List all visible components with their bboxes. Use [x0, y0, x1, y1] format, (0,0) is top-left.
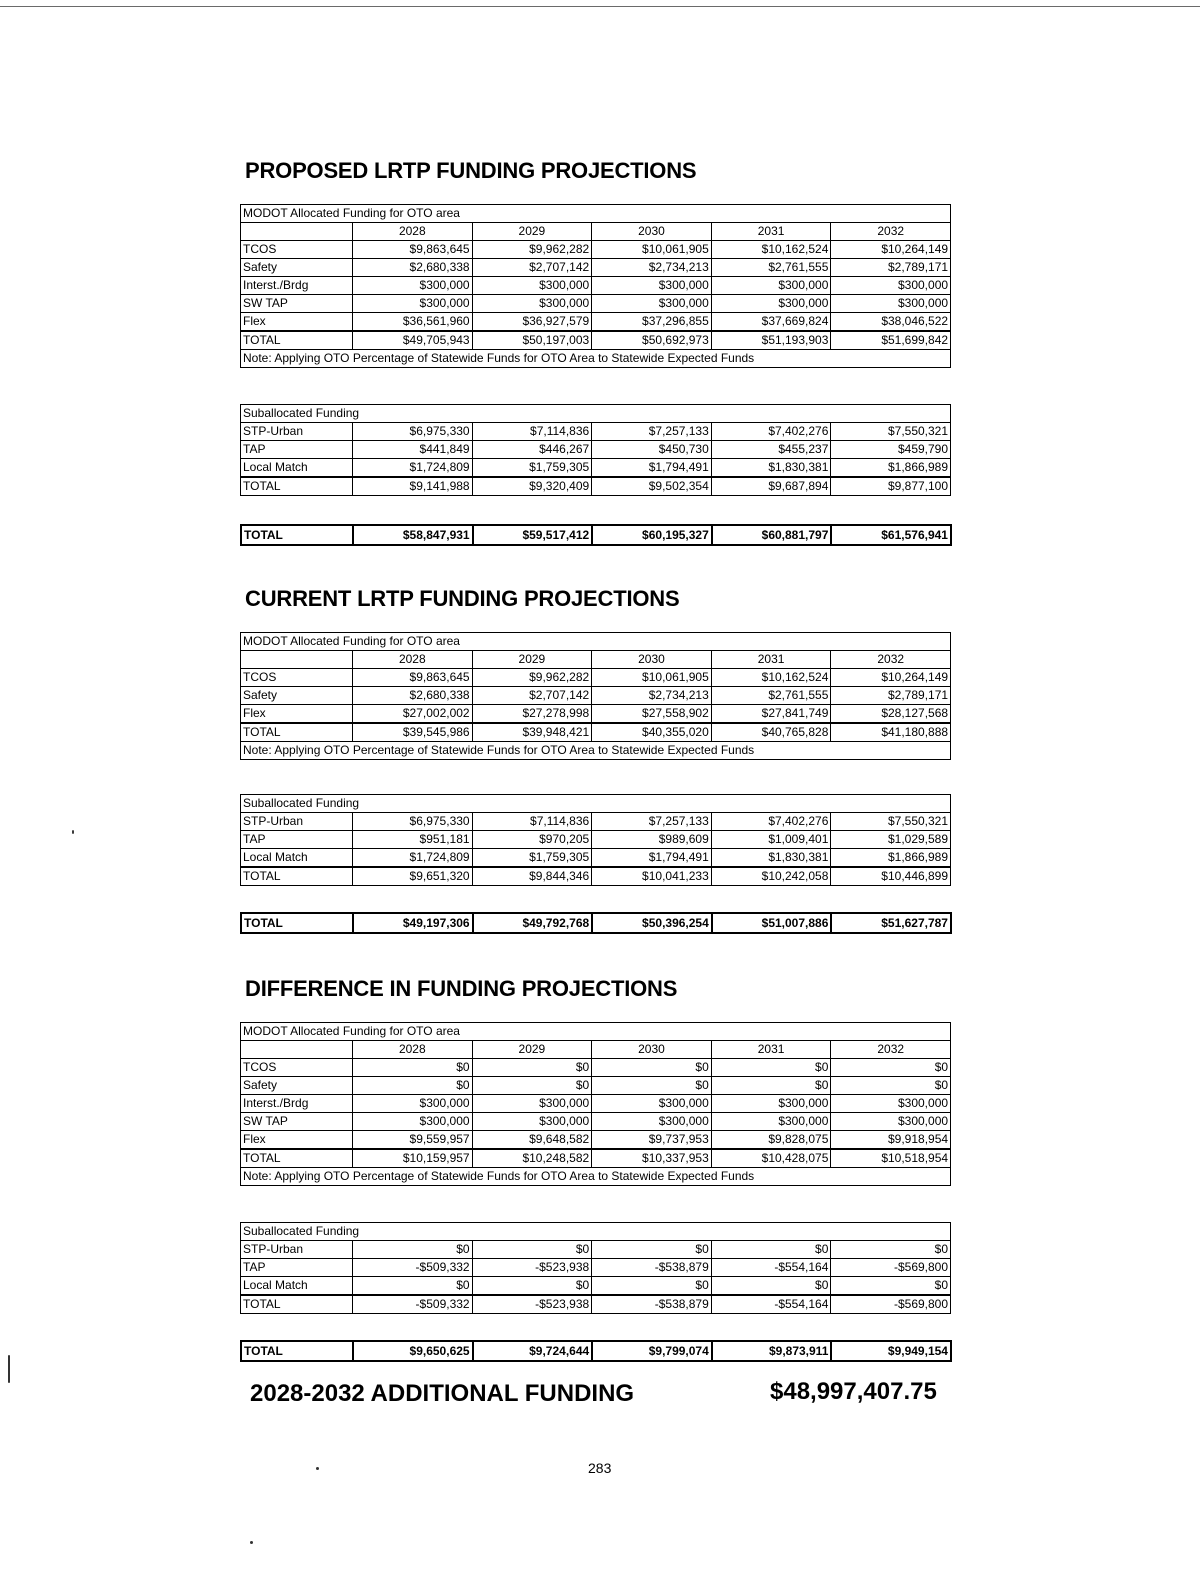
cell-value: $300,000: [353, 1095, 473, 1113]
table-row: [241, 705, 951, 724]
cell-value: $2,680,338: [353, 687, 473, 705]
table-caption: MODOT Allocated Funding for OTO area: [241, 633, 951, 651]
cell-value: $455,237: [711, 441, 831, 459]
table-caption: Suballocated Funding: [241, 405, 951, 423]
cell-value: $40,765,828: [711, 723, 831, 742]
row-label: STP-Urban: [241, 813, 353, 831]
cell-value: $10,061,905: [592, 669, 712, 687]
total-row: [241, 331, 951, 350]
table-row: [241, 277, 951, 295]
cell-value: $9,651,320: [353, 867, 473, 886]
cell-value: $10,518,954: [831, 1149, 951, 1168]
cell-value: $37,669,824: [711, 313, 831, 332]
modot-allocated-table: [240, 204, 951, 368]
table-row: [241, 831, 951, 849]
table-row: [241, 259, 951, 277]
cell-value: $38,046,522: [831, 313, 951, 332]
cell-value: $9,863,645: [353, 241, 473, 259]
cell-value: $10,337,953: [592, 1149, 712, 1168]
row-label: Flex: [241, 1131, 353, 1150]
cell-value: $300,000: [831, 277, 951, 295]
note-text: Note: Applying OTO Percentage of Statewide Funds for OTO Area to Statewide Expected Funds: [241, 350, 951, 368]
cell-value: $10,264,149: [831, 241, 951, 259]
section-title: PROPOSED LRTP FUNDING PROJECTIONS: [245, 158, 697, 183]
cell-value: $2,789,171: [831, 687, 951, 705]
cell-value: $39,545,986: [353, 723, 473, 742]
cell-value: $10,242,058: [711, 867, 831, 886]
cell-value: $7,257,133: [592, 813, 712, 831]
total-row: [241, 477, 951, 496]
row-label: Safety: [241, 259, 353, 277]
cell-value: $9,320,409: [472, 477, 592, 496]
cell-value: $9,141,988: [353, 477, 473, 496]
cell-value: $2,734,213: [592, 259, 712, 277]
cell-value: $9,687,894: [711, 477, 831, 496]
table-caption: Suballocated Funding: [241, 1223, 951, 1241]
row-label: Local Match: [241, 849, 353, 868]
year-header: 2032: [831, 1041, 951, 1059]
cell-value: $1,724,809: [353, 849, 473, 868]
cell-value: $10,248,582: [472, 1149, 592, 1168]
row-label: Local Match: [241, 1277, 353, 1296]
header-corner: [241, 223, 353, 241]
table-row: [241, 295, 951, 313]
cell-value: $300,000: [592, 1095, 712, 1113]
cell-value: $1,794,491: [592, 459, 712, 478]
cell-value: $41,180,888: [831, 723, 951, 742]
cell-value: $450,730: [592, 441, 712, 459]
cell-value: $49,197,306: [353, 913, 473, 933]
year-header: 2028: [353, 1041, 473, 1059]
row-label: TAP: [241, 441, 353, 459]
cell-value: -$509,332: [353, 1295, 473, 1314]
cell-value: $0: [831, 1059, 951, 1077]
cell-value: $9,962,282: [472, 241, 592, 259]
cell-value: $51,193,903: [711, 331, 831, 350]
cell-value: $60,881,797: [712, 525, 832, 545]
cell-value: $51,627,787: [831, 913, 951, 933]
cell-value: $0: [592, 1077, 712, 1095]
cell-value: $10,428,075: [711, 1149, 831, 1168]
cell-value: $51,007,886: [712, 913, 832, 933]
cell-value: $300,000: [831, 1095, 951, 1113]
row-label: Interst./Brdg: [241, 1095, 353, 1113]
cell-value: $300,000: [592, 1113, 712, 1131]
cell-value: $300,000: [711, 277, 831, 295]
table-row: [241, 459, 951, 478]
cell-value: $0: [353, 1241, 473, 1259]
cell-value: $61,576,941: [831, 525, 951, 545]
cell-value: -$509,332: [353, 1259, 473, 1277]
year-header: 2032: [831, 651, 951, 669]
row-label: Flex: [241, 313, 353, 332]
cell-value: $446,267: [472, 441, 592, 459]
cell-value: $951,181: [353, 831, 473, 849]
scan-mark: [8, 1355, 10, 1383]
year-header-row: [241, 1041, 951, 1059]
cell-value: $37,296,855: [592, 313, 712, 332]
total-row: [241, 723, 951, 742]
cell-value: $0: [472, 1059, 592, 1077]
total-row: [241, 1149, 951, 1168]
cell-value: $6,975,330: [353, 423, 473, 441]
table-row: [241, 423, 951, 441]
table-row: [241, 1077, 951, 1095]
cell-value: $49,705,943: [353, 331, 473, 350]
row-label: Safety: [241, 1077, 353, 1095]
cell-value: $7,402,276: [711, 813, 831, 831]
table-row: [241, 241, 951, 259]
cell-value: $300,000: [831, 1113, 951, 1131]
grand-total-row: [241, 1341, 951, 1361]
cell-value: $9,873,911: [712, 1341, 832, 1361]
grand-total-row: [241, 525, 951, 545]
table-row: [241, 1131, 951, 1150]
table-row: [241, 1241, 951, 1259]
row-label: STP-Urban: [241, 1241, 353, 1259]
cell-value: $300,000: [711, 1113, 831, 1131]
cell-value: $0: [711, 1277, 831, 1296]
cell-value: $300,000: [711, 295, 831, 313]
cell-value: $10,041,233: [592, 867, 712, 886]
cell-value: $0: [592, 1241, 712, 1259]
year-header: 2029: [472, 651, 592, 669]
row-label: TOTAL: [241, 477, 353, 496]
row-label: TCOS: [241, 669, 353, 687]
cell-value: $1,009,401: [711, 831, 831, 849]
cell-value: -$554,164: [711, 1295, 831, 1314]
row-label: STP-Urban: [241, 423, 353, 441]
year-header: 2031: [711, 223, 831, 241]
cell-value: $49,792,768: [473, 913, 593, 933]
modot-allocated-table: [240, 1022, 951, 1186]
table-caption-row: [241, 795, 951, 813]
cell-value: $9,502,354: [592, 477, 712, 496]
cell-value: $9,962,282: [472, 669, 592, 687]
cell-value: $10,162,524: [711, 241, 831, 259]
cell-value: $9,737,953: [592, 1131, 712, 1150]
row-label: TOTAL: [241, 331, 353, 350]
cell-value: $2,680,338: [353, 259, 473, 277]
row-label: Flex: [241, 705, 353, 724]
table-caption: Suballocated Funding: [241, 795, 951, 813]
cell-value: $27,278,998: [472, 705, 592, 724]
year-header: 2028: [353, 651, 473, 669]
cell-value: $59,517,412: [473, 525, 593, 545]
page-top-rule: [0, 6, 1200, 7]
row-label: SW TAP: [241, 1113, 353, 1131]
row-label: Local Match: [241, 459, 353, 478]
table-row: [241, 441, 951, 459]
cell-value: $1,830,381: [711, 849, 831, 868]
suballocated-table: [240, 404, 951, 496]
year-header: 2028: [353, 223, 473, 241]
cell-value: $300,000: [472, 1113, 592, 1131]
cell-value: $9,650,625: [353, 1341, 473, 1361]
cell-value: -$523,938: [472, 1259, 592, 1277]
cell-value: $58,847,931: [353, 525, 473, 545]
cell-value: $0: [592, 1277, 712, 1296]
cell-value: $441,849: [353, 441, 473, 459]
table-row: [241, 1113, 951, 1131]
cell-value: -$569,800: [831, 1295, 951, 1314]
row-label: Safety: [241, 687, 353, 705]
year-header: 2031: [711, 1041, 831, 1059]
cell-value: $7,550,321: [831, 423, 951, 441]
row-label: TOTAL: [241, 867, 353, 886]
year-header: 2032: [831, 223, 951, 241]
cell-value: $300,000: [592, 277, 712, 295]
note-row: [241, 1168, 951, 1186]
row-label: TOTAL: [241, 723, 353, 742]
row-label: TOTAL: [241, 1295, 353, 1314]
cell-value: $0: [831, 1077, 951, 1095]
cell-value: $9,949,154: [831, 1341, 951, 1361]
table-caption-row: [241, 1223, 951, 1241]
cell-value: $2,707,142: [472, 259, 592, 277]
cell-value: $0: [353, 1277, 473, 1296]
table-caption: MODOT Allocated Funding for OTO area: [241, 1023, 951, 1041]
cell-value: $10,061,905: [592, 241, 712, 259]
row-label: TOTAL: [241, 1341, 353, 1361]
cell-value: $0: [831, 1277, 951, 1296]
row-label: TOTAL: [241, 525, 353, 545]
table-row: [241, 849, 951, 868]
grand-total-table: [240, 524, 952, 546]
total-row: [241, 1295, 951, 1314]
cell-value: $300,000: [353, 295, 473, 313]
cell-value: $10,159,957: [353, 1149, 473, 1168]
cell-value: $9,844,346: [472, 867, 592, 886]
cell-value: $1,029,589: [831, 831, 951, 849]
table-row: [241, 669, 951, 687]
cell-value: $0: [353, 1077, 473, 1095]
grand-total-table: [240, 912, 952, 934]
modot-allocated-table: [240, 632, 951, 760]
cell-value: $300,000: [353, 1113, 473, 1131]
year-header: 2030: [592, 651, 712, 669]
cell-value: $9,648,582: [472, 1131, 592, 1150]
cell-value: $1,724,809: [353, 459, 473, 478]
cell-value: $9,863,645: [353, 669, 473, 687]
year-header: 2029: [472, 1041, 592, 1059]
suballocated-table: [240, 1222, 951, 1314]
cell-value: $27,841,749: [711, 705, 831, 724]
cell-value: $300,000: [472, 1095, 592, 1113]
cell-value: $50,692,973: [592, 331, 712, 350]
cell-value: $50,396,254: [592, 913, 712, 933]
table-caption-row: [241, 1023, 951, 1041]
cell-value: $0: [592, 1059, 712, 1077]
cell-value: $10,264,149: [831, 669, 951, 687]
cell-value: $7,114,836: [472, 423, 592, 441]
suballocated-table: [240, 794, 951, 886]
cell-value: $300,000: [472, 295, 592, 313]
table-caption-row: [241, 405, 951, 423]
table-row: [241, 1259, 951, 1277]
cell-value: $1,830,381: [711, 459, 831, 478]
cell-value: $28,127,568: [831, 705, 951, 724]
table-row: [241, 813, 951, 831]
cell-value: $7,257,133: [592, 423, 712, 441]
table-row: [241, 1059, 951, 1077]
cell-value: $9,918,954: [831, 1131, 951, 1150]
cell-value: $51,699,842: [831, 331, 951, 350]
additional-funding-label: 2028-2032 ADDITIONAL FUNDING: [250, 1380, 635, 1407]
note-text: Note: Applying OTO Percentage of Statewide Funds for OTO Area to Statewide Expected Funds: [241, 1168, 951, 1186]
cell-value: $1,759,305: [472, 849, 592, 868]
cell-value: $0: [353, 1059, 473, 1077]
note-row: [241, 742, 951, 760]
section-title: DIFFERENCE IN FUNDING PROJECTIONS: [245, 976, 678, 1001]
year-header: 2030: [592, 223, 712, 241]
cell-value: $9,799,074: [592, 1341, 712, 1361]
cell-value: $36,927,579: [472, 313, 592, 332]
row-label: Interst./Brdg: [241, 277, 353, 295]
cell-value: -$554,164: [711, 1259, 831, 1277]
cell-value: -$569,800: [831, 1259, 951, 1277]
cell-value: $1,866,989: [831, 849, 951, 868]
table-caption-row: [241, 205, 951, 223]
cell-value: $10,162,524: [711, 669, 831, 687]
cell-value: $50,197,003: [472, 331, 592, 350]
year-header-row: [241, 651, 951, 669]
cell-value: $1,759,305: [472, 459, 592, 478]
cell-value: $2,789,171: [831, 259, 951, 277]
row-label: TAP: [241, 1259, 353, 1277]
cell-value: $9,724,644: [473, 1341, 593, 1361]
grand-total-table: [240, 1340, 952, 1362]
total-row: [241, 867, 951, 886]
cell-value: $27,558,902: [592, 705, 712, 724]
cell-value: $0: [711, 1241, 831, 1259]
cell-value: $6,975,330: [353, 813, 473, 831]
table-row: [241, 687, 951, 705]
note-row: [241, 350, 951, 368]
cell-value: $7,114,836: [472, 813, 592, 831]
additional-funding-value: $48,997,407.75: [770, 1378, 937, 1405]
table-caption: MODOT Allocated Funding for OTO area: [241, 205, 951, 223]
cell-value: $9,828,075: [711, 1131, 831, 1150]
year-header: 2031: [711, 651, 831, 669]
cell-value: $300,000: [711, 1095, 831, 1113]
cell-value: $1,866,989: [831, 459, 951, 478]
row-label: TOTAL: [241, 1149, 353, 1168]
table-row: [241, 1277, 951, 1296]
page-number: 283: [588, 1460, 612, 1476]
cell-value: $10,446,899: [831, 867, 951, 886]
year-header-row: [241, 223, 951, 241]
row-label: TOTAL: [241, 913, 353, 933]
cell-value: $989,609: [592, 831, 712, 849]
cell-value: $0: [831, 1241, 951, 1259]
year-header: 2029: [472, 223, 592, 241]
year-header: 2030: [592, 1041, 712, 1059]
cell-value: $1,794,491: [592, 849, 712, 868]
cell-value: $300,000: [592, 295, 712, 313]
cell-value: $0: [711, 1077, 831, 1095]
table-caption-row: [241, 633, 951, 651]
cell-value: $27,002,002: [353, 705, 473, 724]
cell-value: $9,877,100: [831, 477, 951, 496]
cell-value: $300,000: [353, 277, 473, 295]
table-row: [241, 1095, 951, 1113]
cell-value: $40,355,020: [592, 723, 712, 742]
cell-value: $7,402,276: [711, 423, 831, 441]
scan-speck: [316, 1467, 319, 1470]
cell-value: $0: [472, 1077, 592, 1095]
row-label: TCOS: [241, 241, 353, 259]
cell-value: -$538,879: [592, 1295, 712, 1314]
cell-value: $39,948,421: [472, 723, 592, 742]
row-label: SW TAP: [241, 295, 353, 313]
row-label: TCOS: [241, 1059, 353, 1077]
cell-value: $0: [711, 1059, 831, 1077]
cell-value: $300,000: [472, 277, 592, 295]
cell-value: $0: [472, 1277, 592, 1296]
note-text: Note: Applying OTO Percentage of Statewide Funds for OTO Area to Statewide Expected Funds: [241, 742, 951, 760]
cell-value: $300,000: [831, 295, 951, 313]
section-title: CURRENT LRTP FUNDING PROJECTIONS: [245, 586, 680, 611]
cell-value: $2,734,213: [592, 687, 712, 705]
cell-value: $9,559,957: [353, 1131, 473, 1150]
cell-value: -$538,879: [592, 1259, 712, 1277]
header-corner: [241, 651, 353, 669]
scan-speck: [72, 830, 74, 834]
cell-value: $36,561,960: [353, 313, 473, 332]
cell-value: -$523,938: [472, 1295, 592, 1314]
cell-value: $0: [472, 1241, 592, 1259]
cell-value: $2,761,555: [711, 687, 831, 705]
cell-value: $60,195,327: [592, 525, 712, 545]
cell-value: $2,707,142: [472, 687, 592, 705]
scan-speck: [250, 1541, 253, 1544]
cell-value: $970,205: [472, 831, 592, 849]
cell-value: $7,550,321: [831, 813, 951, 831]
row-label: TAP: [241, 831, 353, 849]
table-row: [241, 313, 951, 332]
cell-value: $459,790: [831, 441, 951, 459]
grand-total-row: [241, 913, 951, 933]
cell-value: $2,761,555: [711, 259, 831, 277]
header-corner: [241, 1041, 353, 1059]
